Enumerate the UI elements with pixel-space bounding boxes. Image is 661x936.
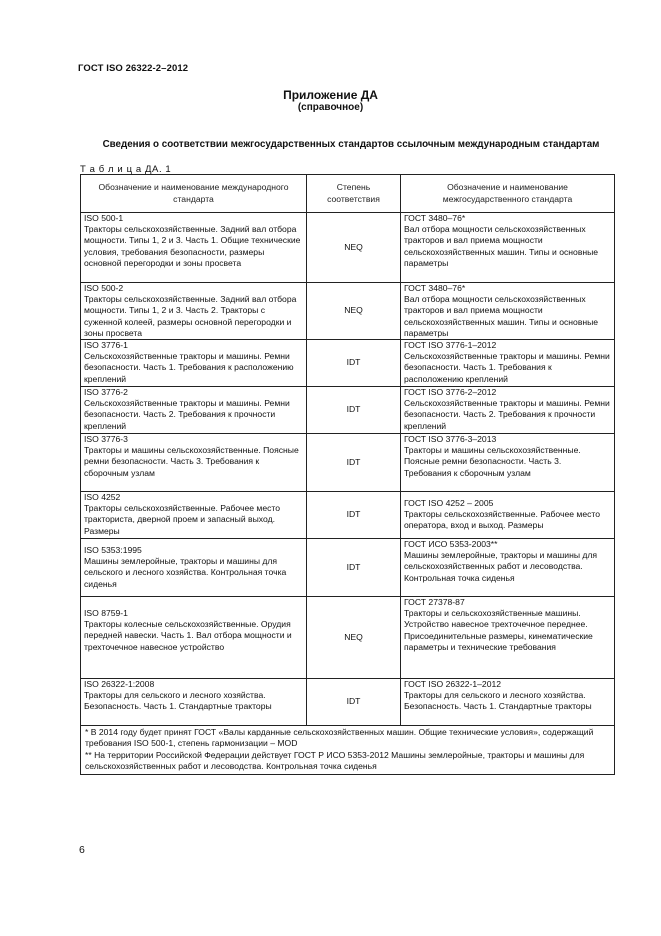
cell-text: ГОСТ ISO 3776-3–2013 Тракторы и машины сельскохозяйственные. Поясные ремни безопасности. Часть 3. Требования к сборочным узлам — [404, 434, 581, 478]
cell-text: ГОСТ ИСО 5353-2003** Машины землеройные, тракторы и машины для сельскохозяйственных работ и лесоводства. Контрольная точка сиденья — [404, 539, 598, 583]
cell-text: ГОСТ ISO 3776-2–2012 Сельскохозяйственные тракторы и машины. Ремни безопасности. Часть 2. Требования к прочности креплений — [404, 387, 610, 431]
cell-intl-standard — [81, 283, 307, 340]
cell-intl-standard — [81, 340, 307, 387]
cell-text: ГОСТ ISO 3776-1–2012 Сельскохозяйственные тракторы и машины. Ремни безопасности. Часть 1. Требования к расположению креплений — [404, 340, 610, 384]
cell-degree: NEQ — [307, 283, 401, 340]
cell-intl-standard — [81, 434, 307, 492]
cell-intl-standard — [81, 679, 307, 726]
table-row — [81, 539, 615, 597]
cell-degree: IDT — [307, 340, 401, 387]
cell-intl-standard — [81, 387, 307, 434]
cell-text: ISO 3776-2 Сельскохозяйственные тракторы и машины. Ремни безопасности. Часть 2. Требования к прочности креплений — [84, 387, 290, 431]
table-row — [81, 492, 615, 539]
cell-text: ISO 4252 Тракторы сельскохозяйственные. Рабочее место тракториста, дверной проем и запасный выход. Размеры — [84, 492, 281, 536]
cell-text: ГОСТ 3480–76* Вал отбора мощности сельскохозяйственных тракторов и вал приема мощности сельскохозяйственных машин. Типы и основные параметры — [404, 213, 599, 268]
section-title: Сведения о соответствии межгосударственных стандартов ссылочным международным стандартам — [102, 139, 600, 150]
table-row — [81, 434, 615, 492]
cell-intl-standard — [81, 539, 307, 597]
footnote-2: ** На территории Российской Федерации действует ГОСТ Р ИСО 5353-2012 Машины землеройные, тракторы и машины для сельскохозяйственных работ и лесоводства. Контрольная точка сиденья — [85, 749, 585, 772]
table-footnotes — [81, 726, 615, 775]
document-header: ГОСТ ISO 26322-2–2012 — [78, 63, 189, 74]
table-header-row — [81, 175, 615, 213]
cell-gost-standard — [401, 539, 615, 597]
cell-text: ISO 5353:1995 Машины землеройные, тракторы и машины для сельского и лесного хозяйства. Контрольная точка сиденья — [84, 545, 287, 589]
cell-text: ISO 8759-1 Тракторы колесные сельскохозяйственные. Орудия передней навески. Часть 1. Вал отбора мощности и трехточечное навесное устройство — [84, 608, 292, 652]
standards-table — [80, 174, 615, 775]
cell-gost-standard — [401, 597, 615, 679]
table-row — [81, 679, 615, 726]
cell-text: ISO 500-2 Тракторы сельскохозяйственные. Задний вал отбора мощности. Типы 1, 2 и 3. Часть 2. Тракторы с суженной колеей, размеры основной перегородки и зоны просвета — [84, 283, 297, 338]
cell-text: ГОСТ 3480–76* Вал отбора мощности сельскохозяйственных тракторов и вал приема мощности сельскохозяйственных машин. Типы и основные параметры — [404, 283, 599, 338]
cell-degree: NEQ — [307, 597, 401, 679]
cell-degree: IDT — [307, 679, 401, 726]
cell-degree: IDT — [307, 539, 401, 597]
cell-text: ISO 500-1 Тракторы сельскохозяйственные. Задний вал отбора мощности. Типы 1, 2 и 3. Часть 1. Общие технические условия, требования безопасности, размеры основной перегородки и зоны просвета — [84, 213, 301, 268]
appendix-subtitle: (справочное) — [297, 102, 364, 113]
cell-text: ГОСТ ISO 26322-1–2012 Тракторы для сельского и лесного хозяйства. Безопасность. Часть 1. Стандартные тракторы — [404, 679, 592, 712]
cell-text: ISO 3776-3 Тракторы и машины сельскохозяйственные. Поясные ремни безопасности. Часть 3. Требования к сборочным узлам — [84, 434, 299, 478]
cell-degree: IDT — [307, 492, 401, 539]
cell-text: ГОСТ 27378-87 Тракторы и сельскохозяйственные машины. Устройство навесное трехточечное переднее. Присоединительные размеры, кинематические параметры и технические требования — [404, 597, 593, 652]
table-row — [81, 597, 615, 679]
page-number: 6 — [79, 844, 85, 856]
cell-gost-standard — [401, 283, 615, 340]
cell-text: ISO 3776-1 Сельскохозяйственные тракторы и машины. Ремни безопасности. Часть 1. Требования к расположению креплений — [84, 340, 294, 384]
header-gost-standard: Обозначение и наименование межгосударственного стандарта — [401, 175, 615, 213]
cell-gost-standard — [401, 387, 615, 434]
table-footnote-row — [81, 726, 615, 775]
cell-degree: NEQ — [307, 213, 401, 283]
table-row — [81, 213, 615, 283]
cell-gost-standard — [401, 492, 615, 539]
cell-text: ГОСТ ISO 4252 – 2005 Тракторы сельскохозяйственные. Рабочее место оператора, вход и выход. Размеры — [404, 498, 601, 531]
header-degree: Степень соответствия — [307, 175, 401, 213]
cell-gost-standard — [401, 434, 615, 492]
cell-text: ISO 26322-1:2008 Тракторы для сельского и лесного хозяйства. Безопасность. Часть 1. Стандартные тракторы — [84, 679, 272, 712]
cell-degree: IDT — [307, 387, 401, 434]
table-label: Т а б л и ц а ДА. 1 — [80, 164, 172, 175]
appendix-title: Приложение ДА — [283, 88, 378, 102]
table-row — [81, 340, 615, 387]
cell-gost-standard — [401, 213, 615, 283]
cell-intl-standard — [81, 492, 307, 539]
table-row — [81, 283, 615, 340]
cell-intl-standard — [81, 597, 307, 679]
header-intl-standard: Обозначение и наименование международного стандарта — [81, 175, 307, 213]
cell-degree: IDT — [307, 434, 401, 492]
cell-gost-standard — [401, 340, 615, 387]
footnote-1: * В 2014 году будет принят ГОСТ «Валы карданные сельскохозяйственных машин. Общие технические условия», содержащий требования ISO 500-1, степень гармонизации – MOD — [85, 727, 594, 749]
cell-intl-standard — [81, 213, 307, 283]
table-row — [81, 387, 615, 434]
cell-gost-standard — [401, 679, 615, 726]
